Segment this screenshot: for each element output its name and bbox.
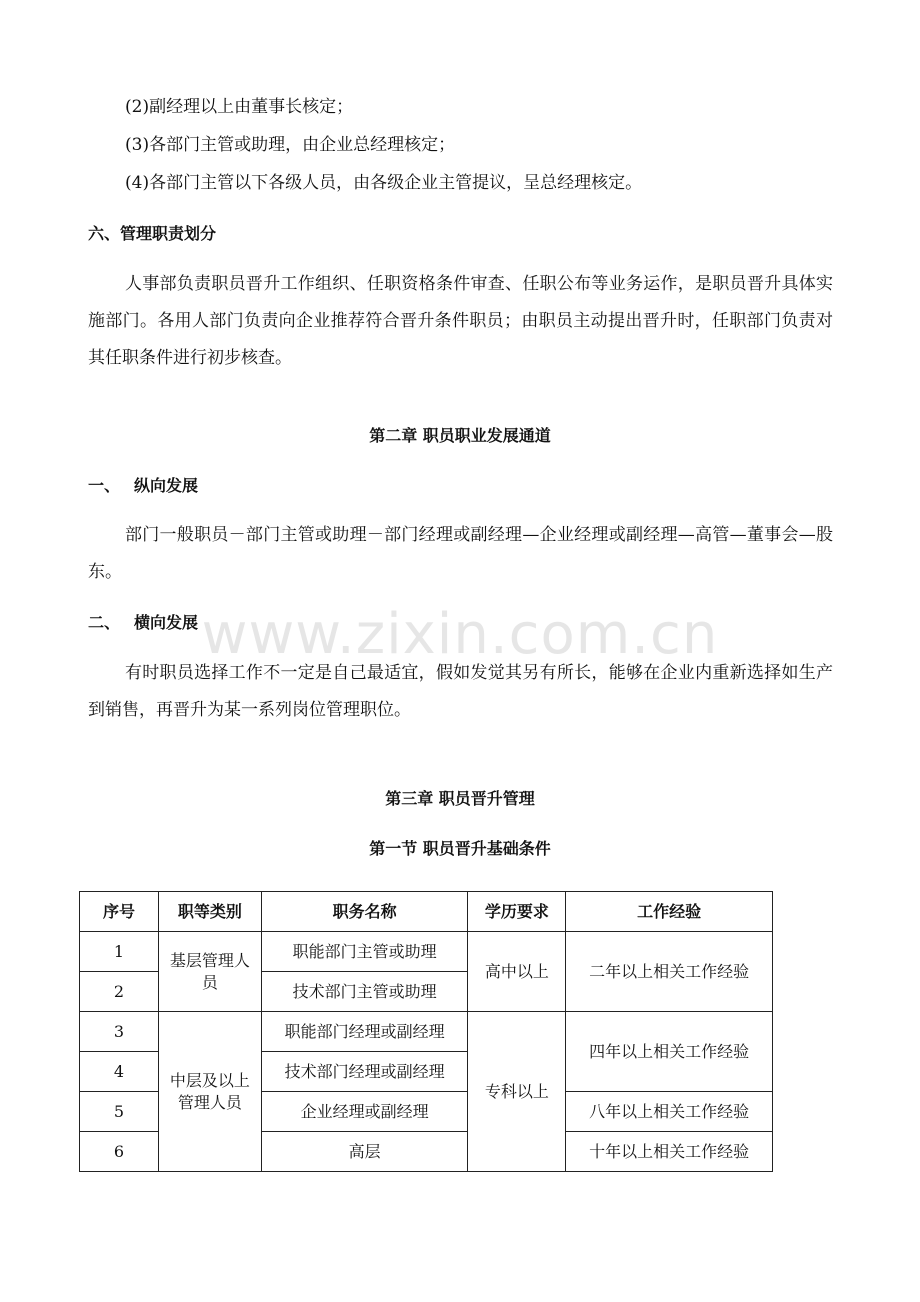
- cell-position: 职能部门主管或助理: [261, 932, 468, 972]
- header-position: 职务名称: [261, 892, 468, 932]
- header-experience: 工作经验: [566, 892, 773, 932]
- cell-experience-2: 二年以上相关工作经验: [566, 932, 773, 1012]
- chapter-2-title: 第二章 职员职业发展通道: [369, 426, 551, 445]
- paragraph-vertical-development: 部门一般职员－部门主管或助理－部门经理或副经理—企业经理或副经理—高管—董事会—股东。: [88, 525, 833, 582]
- table-row: [80, 932, 773, 972]
- cell-experience-8: 八年以上相关工作经验: [566, 1092, 773, 1132]
- section-number: 二、: [88, 613, 121, 632]
- cell-position: 技术部门主管或助理: [261, 972, 468, 1012]
- list-item-2: (2)副经理以上由董事长核定；: [125, 97, 354, 117]
- promotion-requirements-table: [79, 891, 773, 1172]
- header-education: 学历要求: [468, 892, 566, 932]
- section-heading-management-duties: 六、管理职责划分: [88, 224, 217, 243]
- cell-experience-10: 十年以上相关工作经验: [566, 1132, 773, 1172]
- cell-position: 职能部门经理或副经理: [261, 1012, 468, 1052]
- cell-no: 1: [80, 932, 159, 972]
- cell-position: 企业经理或副经理: [261, 1092, 468, 1132]
- table-header-row: [80, 892, 773, 932]
- chapter-3-title: 第三章 职员晋升管理: [385, 789, 535, 808]
- cell-category-basic: 基层管理人员: [158, 932, 261, 1012]
- list-item-4: (4)各部门主管以下各级人员，由各级企业主管提议，呈总经理核定。: [125, 173, 643, 193]
- cell-no: 3: [80, 1012, 159, 1052]
- cell-education-high-school: 高中以上: [468, 932, 566, 1012]
- cell-no: 2: [80, 972, 159, 1012]
- section-heading-horizontal: [88, 611, 198, 635]
- list-item-3: (3)各部门主管或助理，由企业总经理核定；: [125, 135, 456, 155]
- table-row: [80, 1012, 773, 1052]
- section-number: 一、: [88, 476, 121, 495]
- section-1-title: 第一节 职员晋升基础条件: [369, 839, 551, 858]
- section-heading-vertical: [88, 474, 198, 498]
- cell-category-mid: 中层及以上管理人员: [158, 1012, 261, 1172]
- header-category: 职等类别: [158, 892, 261, 932]
- cell-position: 技术部门经理或副经理: [261, 1052, 468, 1092]
- cell-no: 5: [80, 1092, 159, 1132]
- cell-position: 高层: [261, 1132, 468, 1172]
- paragraph-management-duties: 人事部负责职员晋升工作组织、任职资格条件审查、任职公布等业务运作，是职员晋升具体实施部门。各用人部门负责向企业推荐符合晋升条件职员；由职员主动提出晋升时，任职部门负责对其任职条件进行初步核查。: [88, 274, 833, 368]
- cell-no: 6: [80, 1132, 159, 1172]
- watermark: www.zixin.com.cn: [201, 602, 719, 667]
- header-no: 序号: [80, 892, 159, 932]
- section-title: 横向发展: [134, 613, 199, 632]
- paragraph-horizontal-development: 有时职员选择工作不一定是自己最适宜，假如发觉其另有所长，能够在企业内重新选择如生产到销售，再晋升为某一系列岗位管理职位。: [88, 663, 833, 720]
- cell-education-college: 专科以上: [468, 1012, 566, 1172]
- cell-experience-4: 四年以上相关工作经验: [566, 1012, 773, 1092]
- section-title: 纵向发展: [134, 476, 199, 495]
- cell-no: 4: [80, 1052, 159, 1092]
